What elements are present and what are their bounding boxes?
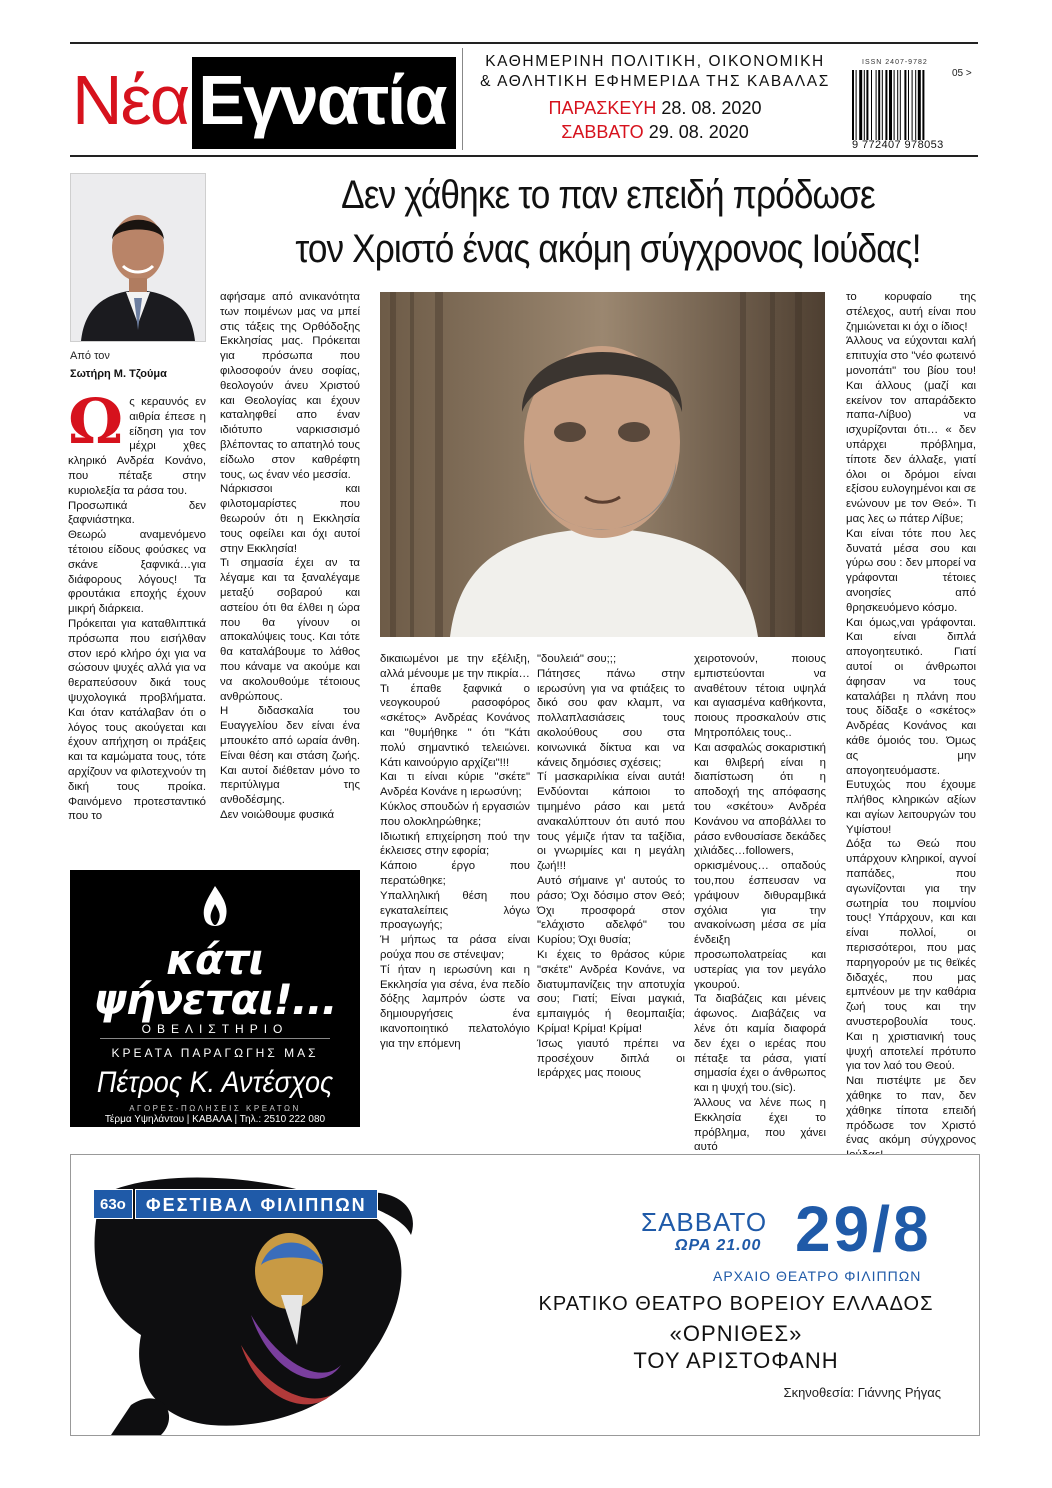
festival-name: ΦΕΣΤΙΒΑΛ ΦΙΛΙΠΠΩΝ xyxy=(135,1189,378,1219)
event-day: ΣΑΒΒΑΤΟ xyxy=(641,1207,768,1237)
paragraph: Κάποιο έργο που περατώθηκε; xyxy=(380,860,530,887)
article-column-3 xyxy=(380,652,530,1052)
byline-label: Από τον xyxy=(70,350,110,362)
butcher-business: ΑΓΟΡΕΣ-ΠΩΛΗΣΕΙΣ ΚΡΕΑΤΩΝ xyxy=(129,1104,301,1113)
paragraph: Κύκλος σπουδών ή εργασιών που ολοκληρώθηκε; xyxy=(380,800,530,828)
butcher-type: ΟΒΕΛΙΣΤΗΡΙΟ xyxy=(141,1022,289,1036)
butcher-advertisement[interactable] xyxy=(70,870,360,1127)
masthead-subtitle xyxy=(470,52,840,92)
article-column-5 xyxy=(694,652,826,1155)
bearded-man-portrait-icon xyxy=(380,292,825,637)
paragraph: Ευτυχώς που έχουμε πλήθος κληρικών αξίων και αγίων λειτουργών του Υψίστου! xyxy=(846,779,976,836)
butcher-brand: κάτι ψήνεται!... xyxy=(93,935,337,1024)
issue-number: 05 > xyxy=(952,68,972,79)
paragraph: Άλλους να εύχονται καλή επιτυχία στο "νέο φωτεινό μονοπάτι" του βίου του! Και άλλους (μαζί και εκείνον τον απαράδεκτο παπα-Λίβυο) να ισχυρίζονται ότι… « δεν υπάρχει πρόβλημα, τίποτε δεν άλλαξε, γιατί όλοι οι δρόμοι είναι εξίσου ευλογημένοι και σε ενώνουν με τον Θεό». Τι μας λες ω πάτερ Λίβυε; xyxy=(846,335,976,525)
play-title: «ΟΡΝΙΘΕΣ» xyxy=(669,1321,803,1346)
paragraph: Πρόκειται για καταθλιπτικά πρόσωπα που εισήλθαν στον ιερό κλήρο όχι για να σώσουν ψυχές αλλά για να θεραπεύσουν δικά τους ψυχολογικά προβλήματα. Και όταν κατάλαβαν ότι ο λόγος τους ακούγεται και έχουν απήχηση οι πράξεις και τα καμώματα τους, τότε αρχίζουν να φιλοτεχνούν τη δική τους προίκα. Φαινόμενο προτεσταντικό που το xyxy=(68,617,206,823)
butcher-address: Τέρμα Υψηλάντου | ΚΑΒΑΛΑ | Τηλ.: 2510 222 080 xyxy=(104,1114,326,1125)
logo-nea: Νέα xyxy=(72,61,189,139)
paragraph: το κορυφαίο της στέλεχος, αυτή είναι που ζημιώνεται κι όχι ο ίδιος! xyxy=(846,291,976,333)
paragraph: Νάρκισσοι και φιλοτομαρίστες που θεωρούν ότι η Εκκλησία τους οφείλει και όχι αυτοί στην Εκκλησία! xyxy=(220,483,360,555)
article-photo xyxy=(380,292,825,637)
issue-dates xyxy=(470,96,840,144)
paragraph: "δουλειά" σου;;; xyxy=(537,653,617,665)
paragraph: Και ασφαλώς σοκαριστική και θλιβερή είναι η διαπίστωση ότι η αποδοχή της απόφασης του «σκέτου» Ανδρέα Κονάνου να αποβάλλει το ράσο ενθουσίασε δεκάδες χιλιάδες…followers, ορκισμένους… οπαδούς του,που έσπευσαν να γράψουν διθυραμβικά σχόλια για την ανακοίνωση μέσα σε μία ένδειξη προσωπολατρείας και υστερίας για τον μεγάλο γκουρού. xyxy=(694,741,826,991)
paragraph: Και όμως,ναι γράφονται. Και είναι διπλά απογοητευτικό. Γιατί αυτοί οι άνθρωποι άφησαν να τους καταλάβει η πλάνη που τους δίδαξε ο «σκέτος» Ανδρέας Κονάνος και κάθε όμοιός του. Όμως ας μην απογοητευόμαστε. xyxy=(846,616,976,777)
headline-line-1: Δεν χάθηκε το παν επειδή πρόδωσε xyxy=(341,173,875,217)
barcode-number: 9 772407 978053 xyxy=(852,139,944,151)
paragraph: Τι σημασία έχει αν τα λέγαμε και τα ξαναλέγαμε μεταξύ σοβαρού και αστείου ότι θα έλθει η ώρα που θα γίνουν οι αποκαλύψεις τους. Και τότε θα καταλάβουμε το λάθος που κάναμε να ακούμε και να ακολουθούμε τέτοιους ανθρώπους. xyxy=(220,557,360,703)
festival-badge xyxy=(93,1189,378,1219)
author-portrait-icon xyxy=(71,174,205,341)
paragraph: Δεν νοιώθουμε φυσικά xyxy=(220,808,335,821)
event-date: 29/8 xyxy=(795,1193,932,1265)
theatre-company: ΚΡΑΤΙΚΟ ΘΕΑΤΡΟ ΒΟΡΕΙΟΥ ΕΛΛΑΔΟΣ xyxy=(538,1293,934,1315)
paragraph: δικαιωμένοι με την εξέλιξη, αλλά μένουμε με την πικρία… xyxy=(380,653,530,680)
flame-icon xyxy=(195,884,235,934)
butcher-tagline: ΚΡΕΑΤΑ ΠΑΡΑΓΩΓΗΣ ΜΑΣ xyxy=(111,1046,319,1060)
paragraph: Άλλους να λένε πως η Εκκλησία έχει το πρόβλημα, που χάνει αυτό xyxy=(694,1096,826,1154)
paragraph: Κι έχεις το θράσος κύριε "σκέτε" Ανδρέα Κονάνε, να διατυμπανίζεις την αποτυχία σου; Γιατί; Είναι μαγκιά, εμπαιγμός ή θεομπαιξία; Κρίμα! Κρίμα! Κρίμα! xyxy=(537,948,685,1035)
article-column-4 xyxy=(537,652,685,1081)
masthead-top-rule xyxy=(70,42,978,44)
play-author: ΤΟΥ ΑΡΙΣΤΟΦΑΝΗ xyxy=(633,1348,839,1373)
date-line-2: ΣΑΒΒΑΤΟ 29. 08. 2020 xyxy=(561,122,749,142)
author-photo xyxy=(70,173,206,342)
masthead-bottom-rule xyxy=(70,155,978,157)
subtitle-line-2: & ΑΘΛΗΤΙΚΗ ΕΦΗΜΕΡΙΔΑ ΤΗΣ ΚΑΒΑΛΑΣ xyxy=(480,73,830,90)
paragraph: Και είναι τότε που λες δυνατά μέσα σου και γύρω σου : δεν μπορεί να γράφονται τέτοιες ανοησίες από θρησκευόμενο κόσμο. xyxy=(846,527,976,614)
masthead-divider xyxy=(462,48,463,150)
article-headline xyxy=(274,168,943,276)
paragraph: Δόξα τω Θεώ που υπάρχουν κληρικοί, αγνοί παπάδες, που αγωνίζονται για την σωτηρία του ποιμνίου τους! Υπάρχουν, και και είναι πολλοί, οι περισσότεροι, που μας παρηγορούν με τις θεϊκές διδαχές, που μας εμπνέουν με την καθάρια ζωή τους και την ανυστεροβουλία τους. Και η χριστιανική τους ψυχή αποτελεί πρότυπο για τον λαό του Θεού. xyxy=(846,838,976,1073)
paragraph: ς κεραυνός εν αιθρία έπεσε η είδηση για τον μέχρι χθες κληρικό Ανδρέα Κονάνο, που πέταξε στην κυριολεξία τα ράσα του. xyxy=(68,396,206,497)
paragraph: Και τι είναι κύριε "σκέτε" Ανδρέα Κονάνε η ιερωσύνη; xyxy=(380,771,530,799)
date-line-1: ΠΑΡΑΣΚΕΥΗ 28. 08. 2020 xyxy=(548,98,762,118)
paragraph: αφήσαμε από ανικανότητα των ποιμένων μας να μπεί στις τάξεις της Ορθόδοξης Εκκλησίας μας. Πρόκειται για πρόσωπα που φιλοσοφούν άνευ σοφίας, θεολογούν άνευ Χριστού και Θεολογίας και έχουν καταληφθεί απο έναν ιδιότυπο ναρκισσισμό βλέποντας το απατηλό τους είδωλο στον καθρέφτη τους, ως έναν νέο μεσσία. xyxy=(220,291,360,481)
paragraph: Προσωπικά δεν ξαφνιάστηκα. xyxy=(68,499,206,527)
article-column-2 xyxy=(220,290,360,823)
newspaper-logo[interactable] xyxy=(72,50,452,150)
paragraph: Τί ήταν η ιερωσύνη και η Εκκλησία για σένα, ένα πεδίο δόξης λαμπρόν ώστε να δημιουργήσεις ένα ικανοποιητικό πελατολόγιο για την επόμενη xyxy=(380,963,530,1050)
paragraph: Τι έπαθε ξαφνικά ο νεογκουρού ρασοφόρος «σκέτος» Ανδρέας Κονάνος και "θυμήθηκε " ότι "Κάτι πολύ σημαντικό τελειώνει. Κάτι καινούργιο αρχίζει"!!! xyxy=(380,682,530,769)
logo-egnatia: Εγνατία xyxy=(192,57,455,149)
paragraph: Ίσως γιαυτό πρέπει να προσέχουν διπλά οι Ιεράρχες μας ποιους xyxy=(537,1037,685,1080)
play-director: Σκηνοθεσία: Γιάννης Ρήγας xyxy=(783,1385,941,1400)
event-venue: ΑΡΧΑΙΟ ΘΕΑΤΡΟ ΦΙΛΙΠΠΩΝ xyxy=(713,1268,922,1284)
article-column-1 xyxy=(68,385,206,824)
paragraph: Τί μασκαριλίκια είναι αυτά! Ενδύονται κάποιοι το τιμημένο ράσο και μετά ανακαλύπτουν ότι αυτό που τους γέμιζε ήταν τα ταξίδια, οι γνωριμίες και η μεγάλη ζωή!!! xyxy=(537,771,685,873)
festival-advertisement[interactable] xyxy=(70,1154,980,1436)
butcher-owner: Πέτρος Κ. Αντέσχος xyxy=(96,1066,334,1099)
paragraph: Υπαλληλική θέση που εγκαταλείπεις λόγω προαγωγής; xyxy=(380,889,530,932)
paragraph: Θεωρώ αναμενόμενο τέτοιου είδους φούσκες να σκάνε ξαφνικά…για διάφορους λόγους! Τα φρουτάκια εποχής έχουν μικρή διάρκεια. xyxy=(68,529,206,616)
paragraph: Η διδασκαλία του Ευαγγελίου δεν είναι ένα μπουκέτο από ωραία άνθη. Είναι θέση και στάση ζωής. Και αυτοί διέθεταν μόνο το περιτύλιγμα της ανθοδέσμης. xyxy=(220,705,360,807)
paragraph: Ιδιωτική επιχείρηση πού την έκλεισες στην εφορία; xyxy=(380,830,530,858)
festival-edition: 63ο xyxy=(93,1189,133,1219)
issn-label: ISSN 2407-9782 xyxy=(862,59,928,66)
paragraph: Ή μήπως τα ράσα είναι ρούχα που σε στένεψαν; xyxy=(380,934,530,961)
event-time: ΩΡΑ 21.00 xyxy=(675,1237,762,1254)
barcode xyxy=(852,70,948,140)
drop-cap: Ω xyxy=(68,385,124,458)
divider xyxy=(100,1038,330,1039)
author-name: Σωτήρη Μ. Τζούμα xyxy=(70,368,167,380)
headline-line-2: τον Χριστό ένας ακόμη σύγχρονος Ιούδας! xyxy=(295,227,921,271)
paragraph: Τα διαβάζεις και μένεις άφωνος. Διαβάζεις να λένε ότι καμία διαφορά δεν έχει ο ιερέας που πέταξε τα ράσα, γιατί σημασία έχει ο άνθρωπος και η ψυχή του.(sic). xyxy=(694,993,826,1095)
article-column-6 xyxy=(846,290,976,1163)
paragraph: Πάτησες πάνω στην ιερωσύνη για να φτιάξεις το δικό σου φαν κλαμπ, να πολλαπλασιάσεις τους ακολούθους σου στα κοινωνικά δίκτυα και να κάνεις δημόσιες σχέσεις; xyxy=(537,667,685,769)
paragraph: χειροτονούν, ποιους εμπιστεύονται να αναθέτουν τέτοια υψηλά και αγιασμένα καθήκοντα, ποιους προσκαλούν στις Μητροπόλεις τους.. xyxy=(694,653,826,739)
subtitle-line-1: ΚΑΘΗΜΕΡΙΝΗ ΠΟΛΙΤΙΚΗ, ΟΙΚΟΝΟΜΙΚΗ xyxy=(485,53,825,70)
paragraph: Ναι πιστέψτε με δεν χάθηκε το παν, δεν χάθηκε τίποτα επειδή πρόδωσε τον Χριστό ένας ακόμη σύγχρονος xyxy=(846,1075,976,1147)
paragraph: Αυτό σήμαινε γι' αυτούς το ράσο; Όχι δόσιμο στον Θεό; Όχι προσφορά στον "ελάχιστο αδελφό" του Κυρίου; Όχι θυσία; xyxy=(537,874,685,947)
